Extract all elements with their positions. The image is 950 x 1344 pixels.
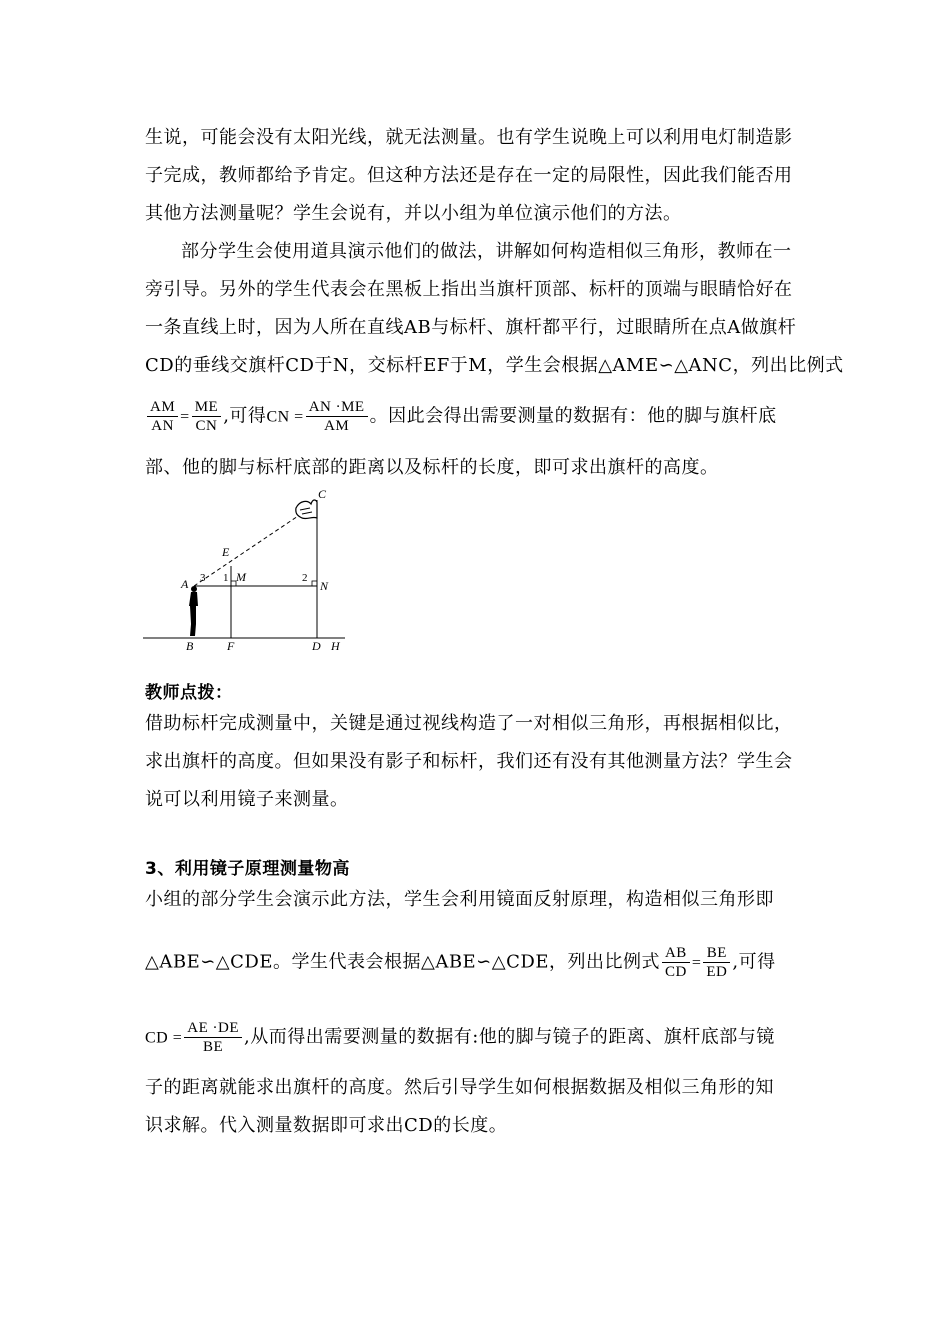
label-d: D [312,639,321,653]
formula-line-3 [145,1019,775,1056]
text-kede: ,可得 [732,951,776,973]
para-line: 子的距离就能求出旗杆的高度。然后引导学生如何根据数据及相似三角形的知 [145,1077,774,1098]
equals: = [691,954,702,972]
text-l3: ,从而得出需要测量的数据有:他的脚与镜子的距离、旗杆底部与镜 [244,1026,775,1048]
para-line: 说可以利用镜子来测量。 [145,789,349,810]
flag-icon [296,500,317,519]
para-line: 其他方法测量呢？学生会说有，并以小组为单位演示他们的方法。 [145,203,682,224]
para-line: 生说，可能会没有太阳光线，就无法测量。也有学生说晚上可以利用电灯制造影 [145,127,793,148]
formula-line-2 [145,944,776,981]
para-line: 小组的部分学生会演示此方法，学生会利用镜面反射原理，构造相似三角形即 [145,889,774,910]
fraction-be-ed: $\frac{BE}{ED}$ [703,944,730,981]
label-n: N [320,579,329,593]
tip-heading: 教师点拨： [145,683,233,703]
label-angle-2: 2 [302,572,308,584]
fraction-ab-cd: $\frac{AB}{CD}$ [662,944,690,981]
right-angle-n [312,581,317,586]
label-angle-3: 3 [200,572,206,584]
label-e: E [222,545,230,559]
label-h: H [331,639,340,653]
para-line: 识求解。代入测量数据即可求出CD的长度。 [145,1115,508,1136]
formula-line-1 [145,398,777,435]
para-line: 借助标杆完成测量中，关键是通过视线构造了一对相似三角形，再根据相似比， [145,713,793,734]
para-line: 子完成，教师都给予肯定。但这种方法还是存在一定的局限性，因此我们能否用 [145,165,793,186]
cd-label: CD = [145,1029,183,1047]
para-line: 旁引导。另外的学生代表会在黑板上指出当旗杆顶部、标杆的顶端与眼睛恰好在 [145,279,793,300]
fraction-ae-de-be: $\frac{AE \cdot DE}{BE}$ [184,1019,242,1056]
section-heading: 3、利用镜子原理测量物高 [145,859,350,879]
label-c: C [318,488,327,501]
sight-line-ac [194,510,307,586]
para-line: 部分学生会使用道具演示他们的做法，讲解如何构造相似三角形，教师在一 [181,241,792,262]
para-line: 求出旗杆的高度。但如果没有影子和标杆，我们还有没有其他测量方法？学生会 [145,751,793,772]
para-line: CD的垂线交旗杆CD于N，交标杆EF于M，学生会根据△AME∽△ANC，列出比例式 [145,355,844,376]
label-m: M [236,570,246,584]
para-line: 一条直线上时，因为人所在直线AB与标杆、旗杆都平行，过眼睛所在点A做旗杆 [145,317,797,338]
text-tail: 。因此会得出需要测量的数据有：他的脚与旗杆底 [369,405,777,427]
text-kede: ,可得 [223,405,267,427]
text-l2: △ABE∽△CDE。学生代表会根据△ABE∽△CDE，列出比例式 [145,951,660,973]
person-icon [189,586,198,636]
label-angle-1: 1 [223,572,229,584]
para-line: 部、他的脚与标杆底部的距离以及标杆的长度，即可求出旗杆的高度。 [145,457,719,478]
cn-label: CN = [266,408,304,426]
label-a: A [181,577,189,591]
equals: = [180,408,190,426]
fraction-am-an: $\frac{AM}{AN}$ [147,398,178,435]
fraction-me-cn: $\frac{ME}{CN}$ [192,398,222,435]
label-b: B [186,639,194,653]
fraction-an-me-am: $\frac{AN \cdot ME}{AM}$ [306,398,368,435]
flagpole-figure [140,488,350,654]
label-f: F [227,639,235,653]
